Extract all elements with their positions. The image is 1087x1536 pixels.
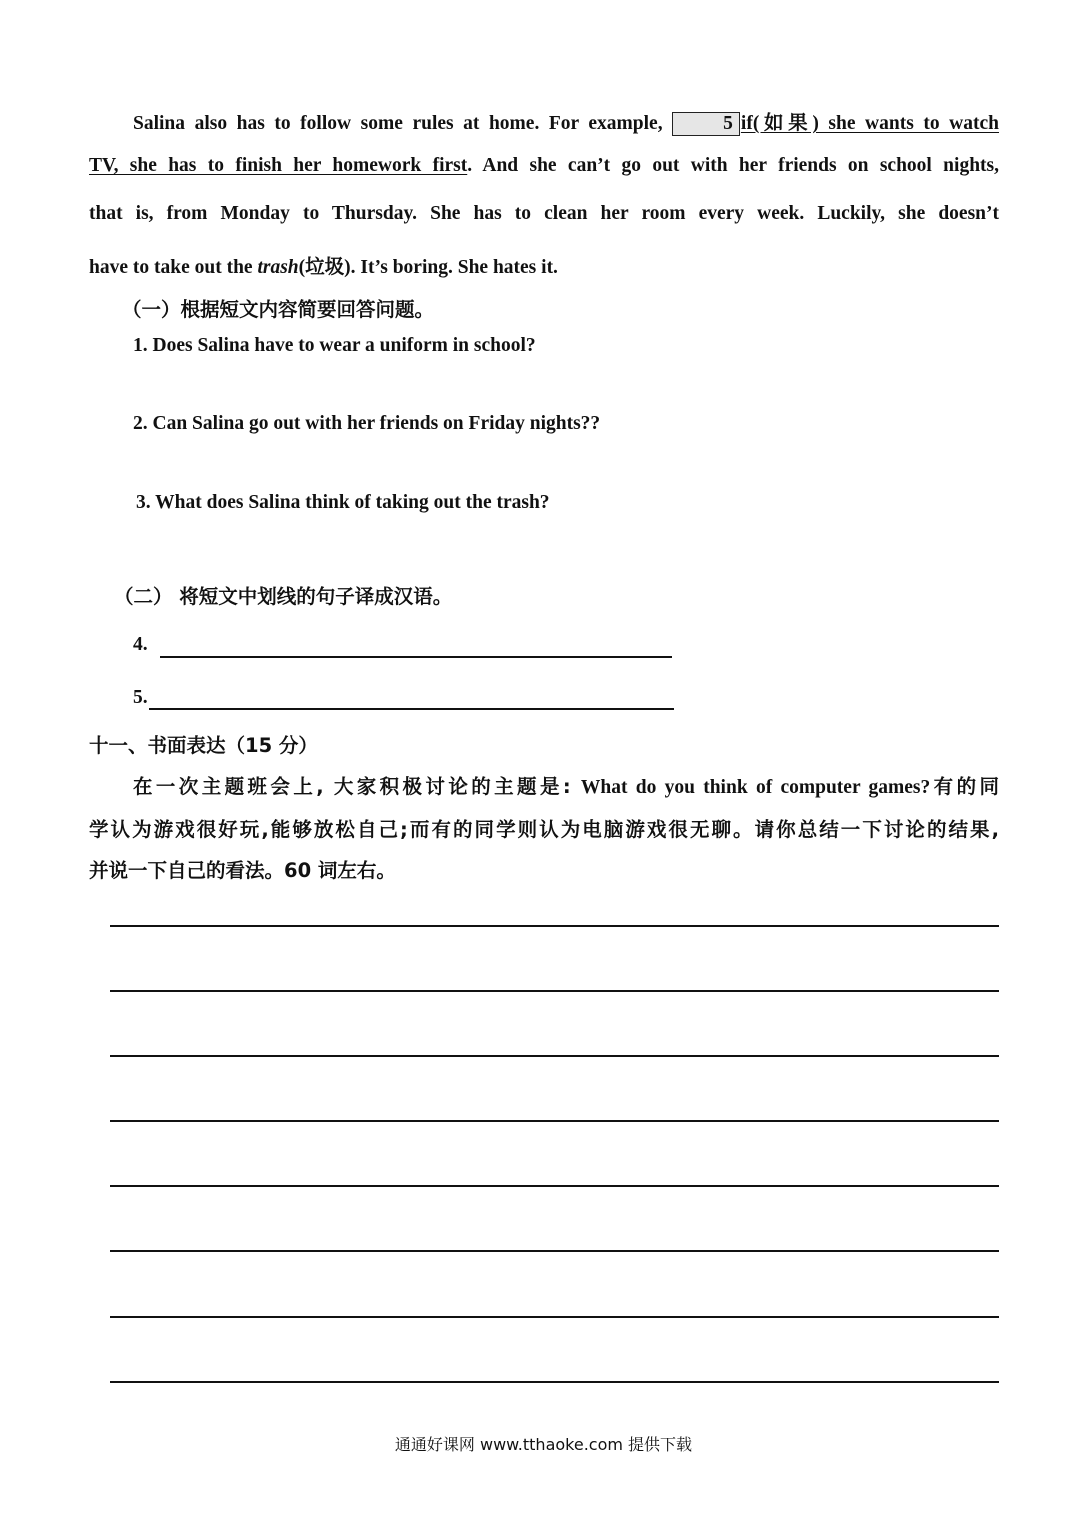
underlined-sentence-part: if(如果) she wants to watch [740,113,999,134]
writing-line[interactable] [110,1250,999,1252]
writing-prompt-line-1 [89,771,999,799]
passage-text: Salina also has to follow some rules at home. For example, [133,113,673,134]
passage-line-4 [89,251,999,279]
section-heading: （二） 将短文中划线的句子译成汉语。 [114,585,453,608]
passage-line-3: that is, from Monday to Thursday. She has to clean her room every week. Luckily, she doesn’t [89,203,999,224]
prompt-text-en: What do you think of computer games? [580,777,931,798]
writing-line[interactable] [110,990,999,992]
passage-text: have to take out the [89,257,258,278]
passage-line-1 [89,107,999,136]
answer-line-5[interactable] [149,708,674,710]
question-2: 2. Can Salina go out with her friends on Friday nights?? [133,413,601,434]
passage-line-2 [89,155,999,177]
prompt-text-cn: 在一次主题班会上, 大家积极讨论的主题是: [133,775,581,798]
writing-line[interactable] [110,1316,999,1318]
writing-line[interactable] [110,1120,999,1122]
writing-prompt-line-3: 并说一下自己的看法。60 词左右。 [89,859,396,882]
item-4-label: 4. [133,634,148,655]
writing-prompt-line-2: 学认为游戏很好玩,能够放松自己;而有的同学则认为电脑游戏很无聊。请你总结一下讨论的结果, [89,818,999,841]
question-1: 1. Does Salina have to wear a uniform in school? [133,335,536,356]
item-5-label: 5. [133,687,148,708]
question-number-box: 5 [672,112,740,136]
writing-line[interactable] [110,1381,999,1383]
page-footer: 通通好课网 www.tthaoke.com 提供下载 [394,1435,693,1454]
writing-line[interactable] [110,925,999,927]
writing-heading: 十一、书面表达（15 分） [89,734,318,757]
passage-text: (垃圾). It’s boring. She hates it. [298,257,558,278]
prompt-text-cn: 有的同 [930,775,999,798]
question-3: 3. What does Salina think of taking out the trash? [136,492,550,513]
writing-line[interactable] [110,1055,999,1057]
writing-line[interactable] [110,1185,999,1187]
passage-text: . And she can’t go out with her friends on school nights, [467,155,1000,176]
section-heading: （一）根据短文内容简要回答问题。 [122,298,435,321]
answer-line-4[interactable] [160,656,672,658]
underlined-sentence-part: TV, she has to finish her homework first [89,155,468,176]
italic-word: trash [257,257,299,278]
